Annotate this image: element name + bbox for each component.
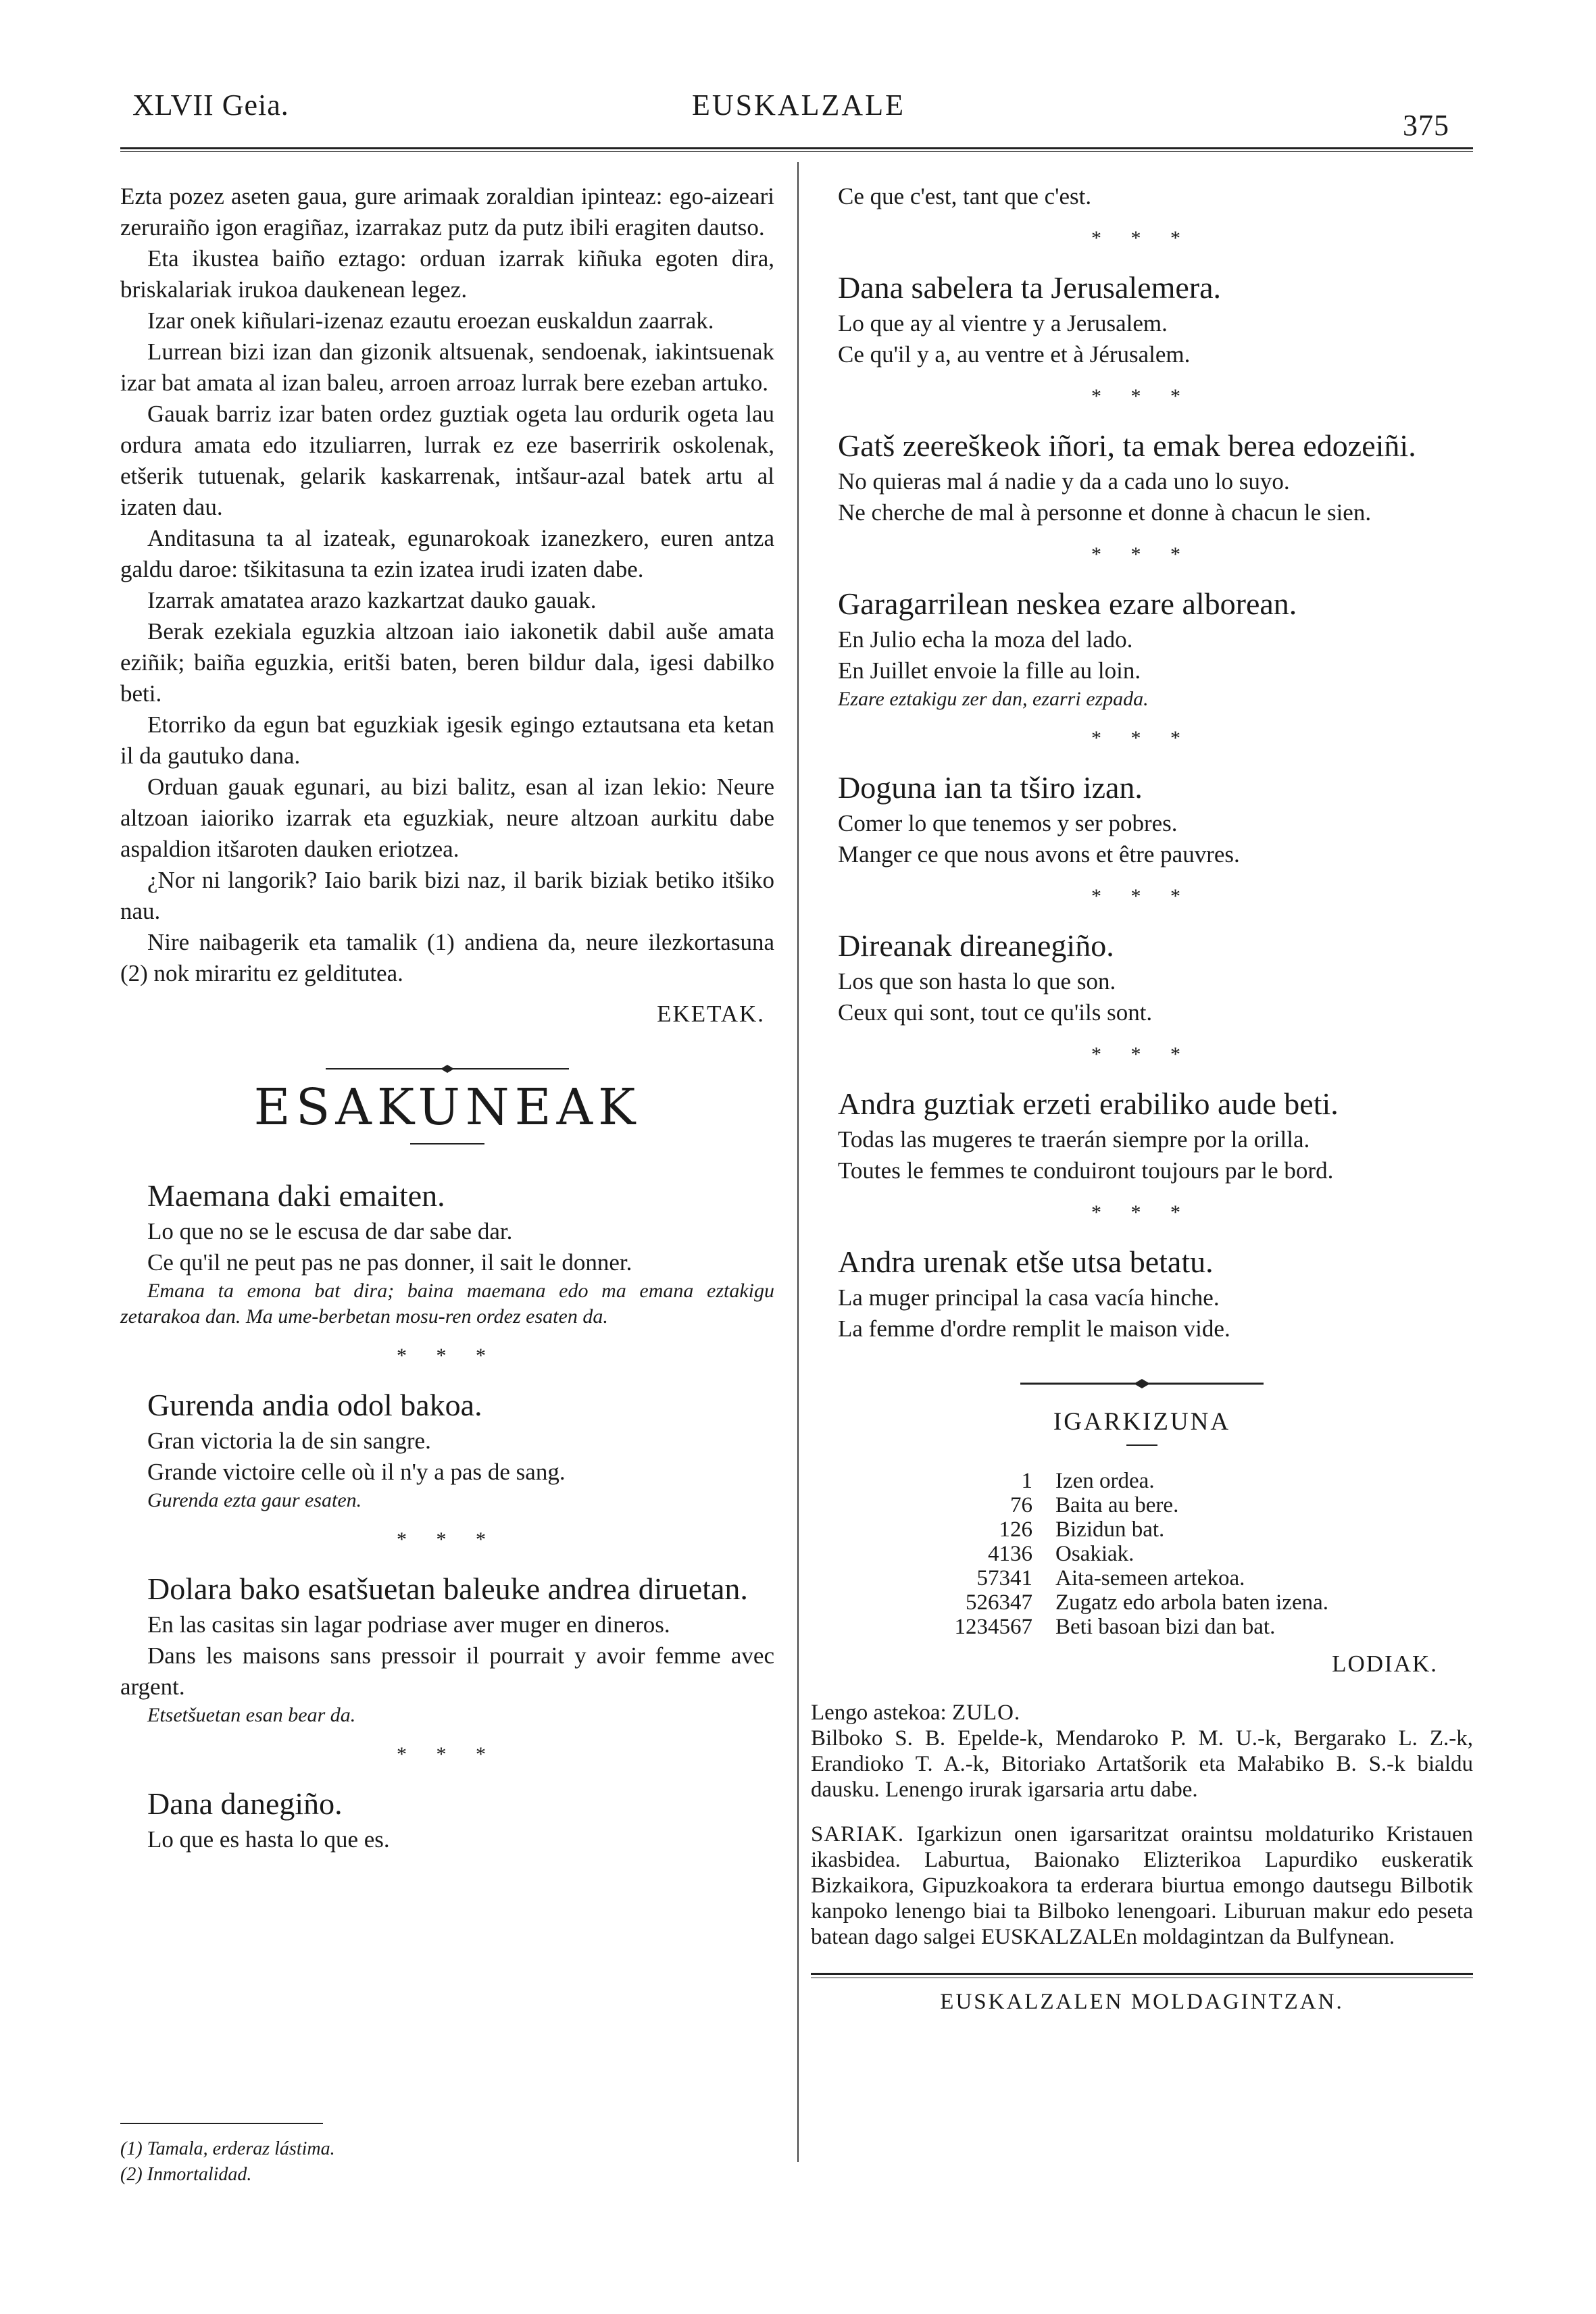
- proverb-spanish: Gran victoria la de sin sangre.: [147, 1428, 431, 1454]
- proverb-basque: Garagarrilean neskea ezare alborean.: [838, 586, 1297, 621]
- riddle-clue: Izen ordea.: [1055, 1469, 1155, 1493]
- asterism: * * *: [1091, 543, 1193, 565]
- proverb-note: Emana ta emona bat dira; baina maemana edo ma emana eztakigu zetarakoa dan. Ma ume-berbetan mosu-ren ordez esaten da.: [120, 1280, 774, 1328]
- riddle-row: [811, 1542, 1473, 1566]
- ornamental-divider: [326, 1063, 569, 1074]
- paragraph: ¿Nor ni langorik? Iaio barik bizi naz, il barik biziak betiko itšiko nau.: [120, 867, 774, 924]
- riddle-row: [811, 1469, 1473, 1493]
- proverb-french: Toutes le femmes te conduiront toujours par le bord.: [838, 1157, 1334, 1184]
- right-column: [811, 181, 1473, 2017]
- column-divider: [797, 162, 799, 2162]
- proverb-french: Ceux qui sont, tout ce qu'ils sont.: [838, 999, 1153, 1026]
- proverb-basque: Doguna ian ta tširo izan.: [838, 770, 1143, 805]
- riddle-clue: Baita au bere.: [1055, 1493, 1179, 1517]
- asterism: * * *: [1091, 1043, 1193, 1065]
- paragraph: Etorriko da egun bat eguzkiak igesik egingo eztautsana eta ketan il da gautuko dana.: [120, 711, 774, 769]
- bottom-signature: EUSKALZALEN MOLDAGINTZAN.: [940, 1990, 1344, 2014]
- footnote: (2) Inmortalidad.: [120, 2164, 252, 2185]
- paragraph: Izar onek kiñulari-izenaz ezautu eroezan euskaldun zaarrak.: [147, 307, 714, 334]
- asterism: * * *: [1091, 885, 1193, 907]
- riddle-number: 4136: [988, 1542, 1032, 1566]
- ornamental-divider: [1020, 1378, 1264, 1389]
- proverb-french: Grande victoire celle où il n'y a pas de sang.: [147, 1459, 566, 1485]
- paragraph: Berak ezekiala eguzkia altzoan iaio iakonetik dabil auše amata eziñik; baiña eguzkia, eritši baten, beren bildur dala, igesi dabilko beti.: [120, 618, 774, 707]
- volume-label: XLVII Geia.: [132, 89, 289, 122]
- riddle-number: 1: [1021, 1469, 1032, 1493]
- header-rule: [120, 147, 1473, 149]
- proverb-french: La femme d'ordre remplit le maison vide.: [838, 1315, 1230, 1342]
- riddle-row: [811, 1615, 1473, 1639]
- riddle-clue: Bizidun bat.: [1055, 1517, 1165, 1542]
- proverb-spanish: Comer lo que tenemos y ser pobres.: [838, 810, 1178, 836]
- asterism: * * *: [1091, 727, 1193, 749]
- riddle-number: 526347: [966, 1590, 1032, 1615]
- proverb-spanish: Todas las mugeres te traerán siempre por la orilla.: [838, 1126, 1310, 1153]
- asterism: * * *: [1091, 385, 1193, 407]
- paragraph: Ezta pozez aseten gaua, gure arimaak zoraldian ipinteaz: ego-aizeari zeruraiño igon eragiñaz, izarrakaz putz da putz ibiŀi eragiten dautso.: [120, 183, 774, 241]
- paragraph: Orduan gauak egunari, au bizi balitz, esan al izan lekio: Neure altzoan iaioriko izarrak eta eguzkiak, neure altzoan aurkitu dabe aspaldion itšaroten dauken eriotzea.: [120, 774, 774, 862]
- proverb-basque: Andra guztiak erzeti erabiliko aude beti.: [838, 1086, 1339, 1121]
- asterism: * * *: [397, 1344, 498, 1367]
- proverb-french: Dans les maisons sans pressoir il pourrait y avoir femme avec argent.: [120, 1642, 774, 1700]
- proverb-basque: Dana sabelera ta Jerusalemera.: [838, 270, 1222, 305]
- asterism: * * *: [397, 1528, 498, 1551]
- proverb-basque: Maemana daki emaiten.: [147, 1178, 445, 1213]
- solvers-list: Bilboko S. B. Epelde-k, Mendaroko P. M. U.-k, Bergarako L. Z.-k, Erandioko T. A.-k, Bitoriako Artatšorik eta Maŀabiko B. S.-k bialdu dausku. Lenengo irurak igarsaria artu dabe.: [811, 1726, 1473, 1802]
- proverb-french: En Juillet envoie la fille au loin.: [838, 657, 1141, 684]
- proverb-basque: Gatš zeereškeok iñori, ta emak berea edozeiñi.: [838, 428, 1416, 463]
- article-signature: EKETAK.: [657, 1001, 765, 1027]
- proverb-spanish: Los que son hasta lo que son.: [838, 968, 1116, 995]
- previous-answer: Lengo astekoa: ZULO.: [811, 1701, 1021, 1725]
- proverb-spanish: No quieras mal á nadie y da a cada uno lo suyo.: [838, 468, 1290, 495]
- footnote-rule: [120, 2123, 323, 2124]
- proverb-spanish: En Julio echa la moza del lado.: [838, 626, 1133, 653]
- footnotes: [120, 2123, 728, 2188]
- proverb-french: Ne cherche de mal à personne et donne à chacun le sien.: [838, 499, 1372, 526]
- proverb-note: Ezare eztakigu zer dan, ezarri ezpada.: [838, 688, 1149, 710]
- proverb-french: Ce qu'il y a, au ventre et à Jérusalem.: [838, 341, 1191, 368]
- page-number: 375: [1403, 109, 1449, 142]
- riddle-signature: LODIAK.: [1332, 1651, 1438, 1677]
- riddle-number: 126: [999, 1517, 1032, 1542]
- riddle-number: 76: [1010, 1493, 1032, 1517]
- asterism: * * *: [397, 1743, 498, 1765]
- proverb-french: Manger ce que nous avons et être pauvres.: [838, 841, 1240, 867]
- proverb-basque: Dolara bako esatšuetan baleuke andrea diruetan.: [147, 1571, 748, 1606]
- footnote: (1) Tamala, erderaz lástima.: [120, 2138, 335, 2159]
- proverb-note: Gurenda ezta gaur esaten.: [147, 1489, 362, 1511]
- riddle-number: 57341: [976, 1566, 1032, 1590]
- riddle-clue: Aita-semeen artekoa.: [1055, 1566, 1245, 1590]
- riddle-row: [811, 1590, 1473, 1615]
- proverb-spanish: Lo que es hasta lo que es.: [147, 1826, 390, 1853]
- short-rule: [410, 1143, 484, 1145]
- proverb-spanish: Lo que no se le escusa de dar sabe dar.: [147, 1218, 513, 1244]
- bottom-rule: [811, 1973, 1473, 1975]
- asterism: * * *: [1091, 1201, 1193, 1224]
- proverb-basque: Gurenda andia odol bakoa.: [147, 1388, 482, 1422]
- section-title: ESAKUNEAK: [253, 1078, 641, 1136]
- paragraph: Anditasuna ta al izateak, egunarokoak izanezkero, euren antza galdu daroe: tšikitasuna ta ezin izatea irudi izaten dabe.: [120, 525, 774, 582]
- proverb-basque: Dana danegiño.: [147, 1786, 343, 1821]
- proverb-french-continued: Ce que c'est, tant que c'est.: [838, 183, 1092, 209]
- riddle-clue: Osakiak.: [1055, 1542, 1134, 1566]
- riddle-clue: Beti basoan bizi dan bat.: [1055, 1615, 1276, 1639]
- asterism: * * *: [1091, 227, 1193, 249]
- prizes-paragraph: SARIAK. Igarkizun onen igarsaritzat oraintsu moldaturiko Kristauen ikasbidea. Laburtua, Baionako Elizterikoa Lapurdiko euskeratik Bizkaikora, Gipuzkoakora ta erderara biurtua emongo dautsegu Bilbotik kanpoko lenengo biai ta Bilboko lenengoari. Liburuan makur edo peseta batean dago salgei EUSKALZALEn moldagintzan da Bulfynean.: [811, 1822, 1474, 1949]
- proverb-french: Ce qu'il ne peut pas ne pas donner, il sait le donner.: [147, 1249, 632, 1276]
- left-column: [120, 181, 774, 1855]
- publication-title: EUSKALZALE: [692, 89, 905, 122]
- paragraph: Gauak barriz izar baten ordez guztiak ogeta lau ordurik ogeta lau ordura amata edo itzuliarren, lurrak ez eze baserririk oskolenak, etšerik tutuenak, gelarik kaskarrenak, intšaur-azal batek artu al izaten dau.: [120, 401, 774, 520]
- paragraph: Nire naibagerik eta tamalik (1) andiena da, neure ilezkortasuna (2) nok miraritu ez gelditutea.: [120, 929, 774, 986]
- proverb-spanish: Lo que ay al vientre y a Jerusalem.: [838, 310, 1168, 336]
- riddle-rule: [1126, 1444, 1157, 1446]
- proverb-spanish: La muger principal la casa vacía hinche.: [838, 1284, 1220, 1311]
- header-rule-thin: [120, 151, 1473, 152]
- proverb-basque: Andra urenak etše utsa betatu.: [838, 1244, 1214, 1279]
- riddle-list: [811, 1469, 1473, 1639]
- paragraph: Eta ikustea baiño eztago: orduan izarrak kiñuka egoten dira, briskalariak irukoa daukenean legez.: [120, 245, 774, 303]
- paragraph: Izarrak amatatea arazo kazkartzat dauko gauak.: [147, 587, 597, 613]
- riddle-row: [811, 1493, 1473, 1517]
- proverb-basque: Direanak direanegiño.: [838, 928, 1114, 963]
- riddle-title: IGARKIZUNA: [1053, 1408, 1231, 1436]
- riddle-number: 1234567: [954, 1615, 1032, 1639]
- riddle-row: [811, 1566, 1473, 1590]
- proverb-spanish: En las casitas sin lagar podriase aver muger en dineros.: [147, 1611, 670, 1638]
- riddle-clue: Zugatz edo arbola baten izena.: [1055, 1590, 1329, 1615]
- proverb-note: Etsetšuetan esan bear da.: [147, 1704, 356, 1726]
- paragraph: Lurrean bizi izan dan gizonik altsuenak, sendoenak, iakintsuenak izar bat amata al izan baleu, arroen arroaz lurrak bere ezeban artuko.: [120, 338, 774, 396]
- riddle-row: [811, 1517, 1473, 1542]
